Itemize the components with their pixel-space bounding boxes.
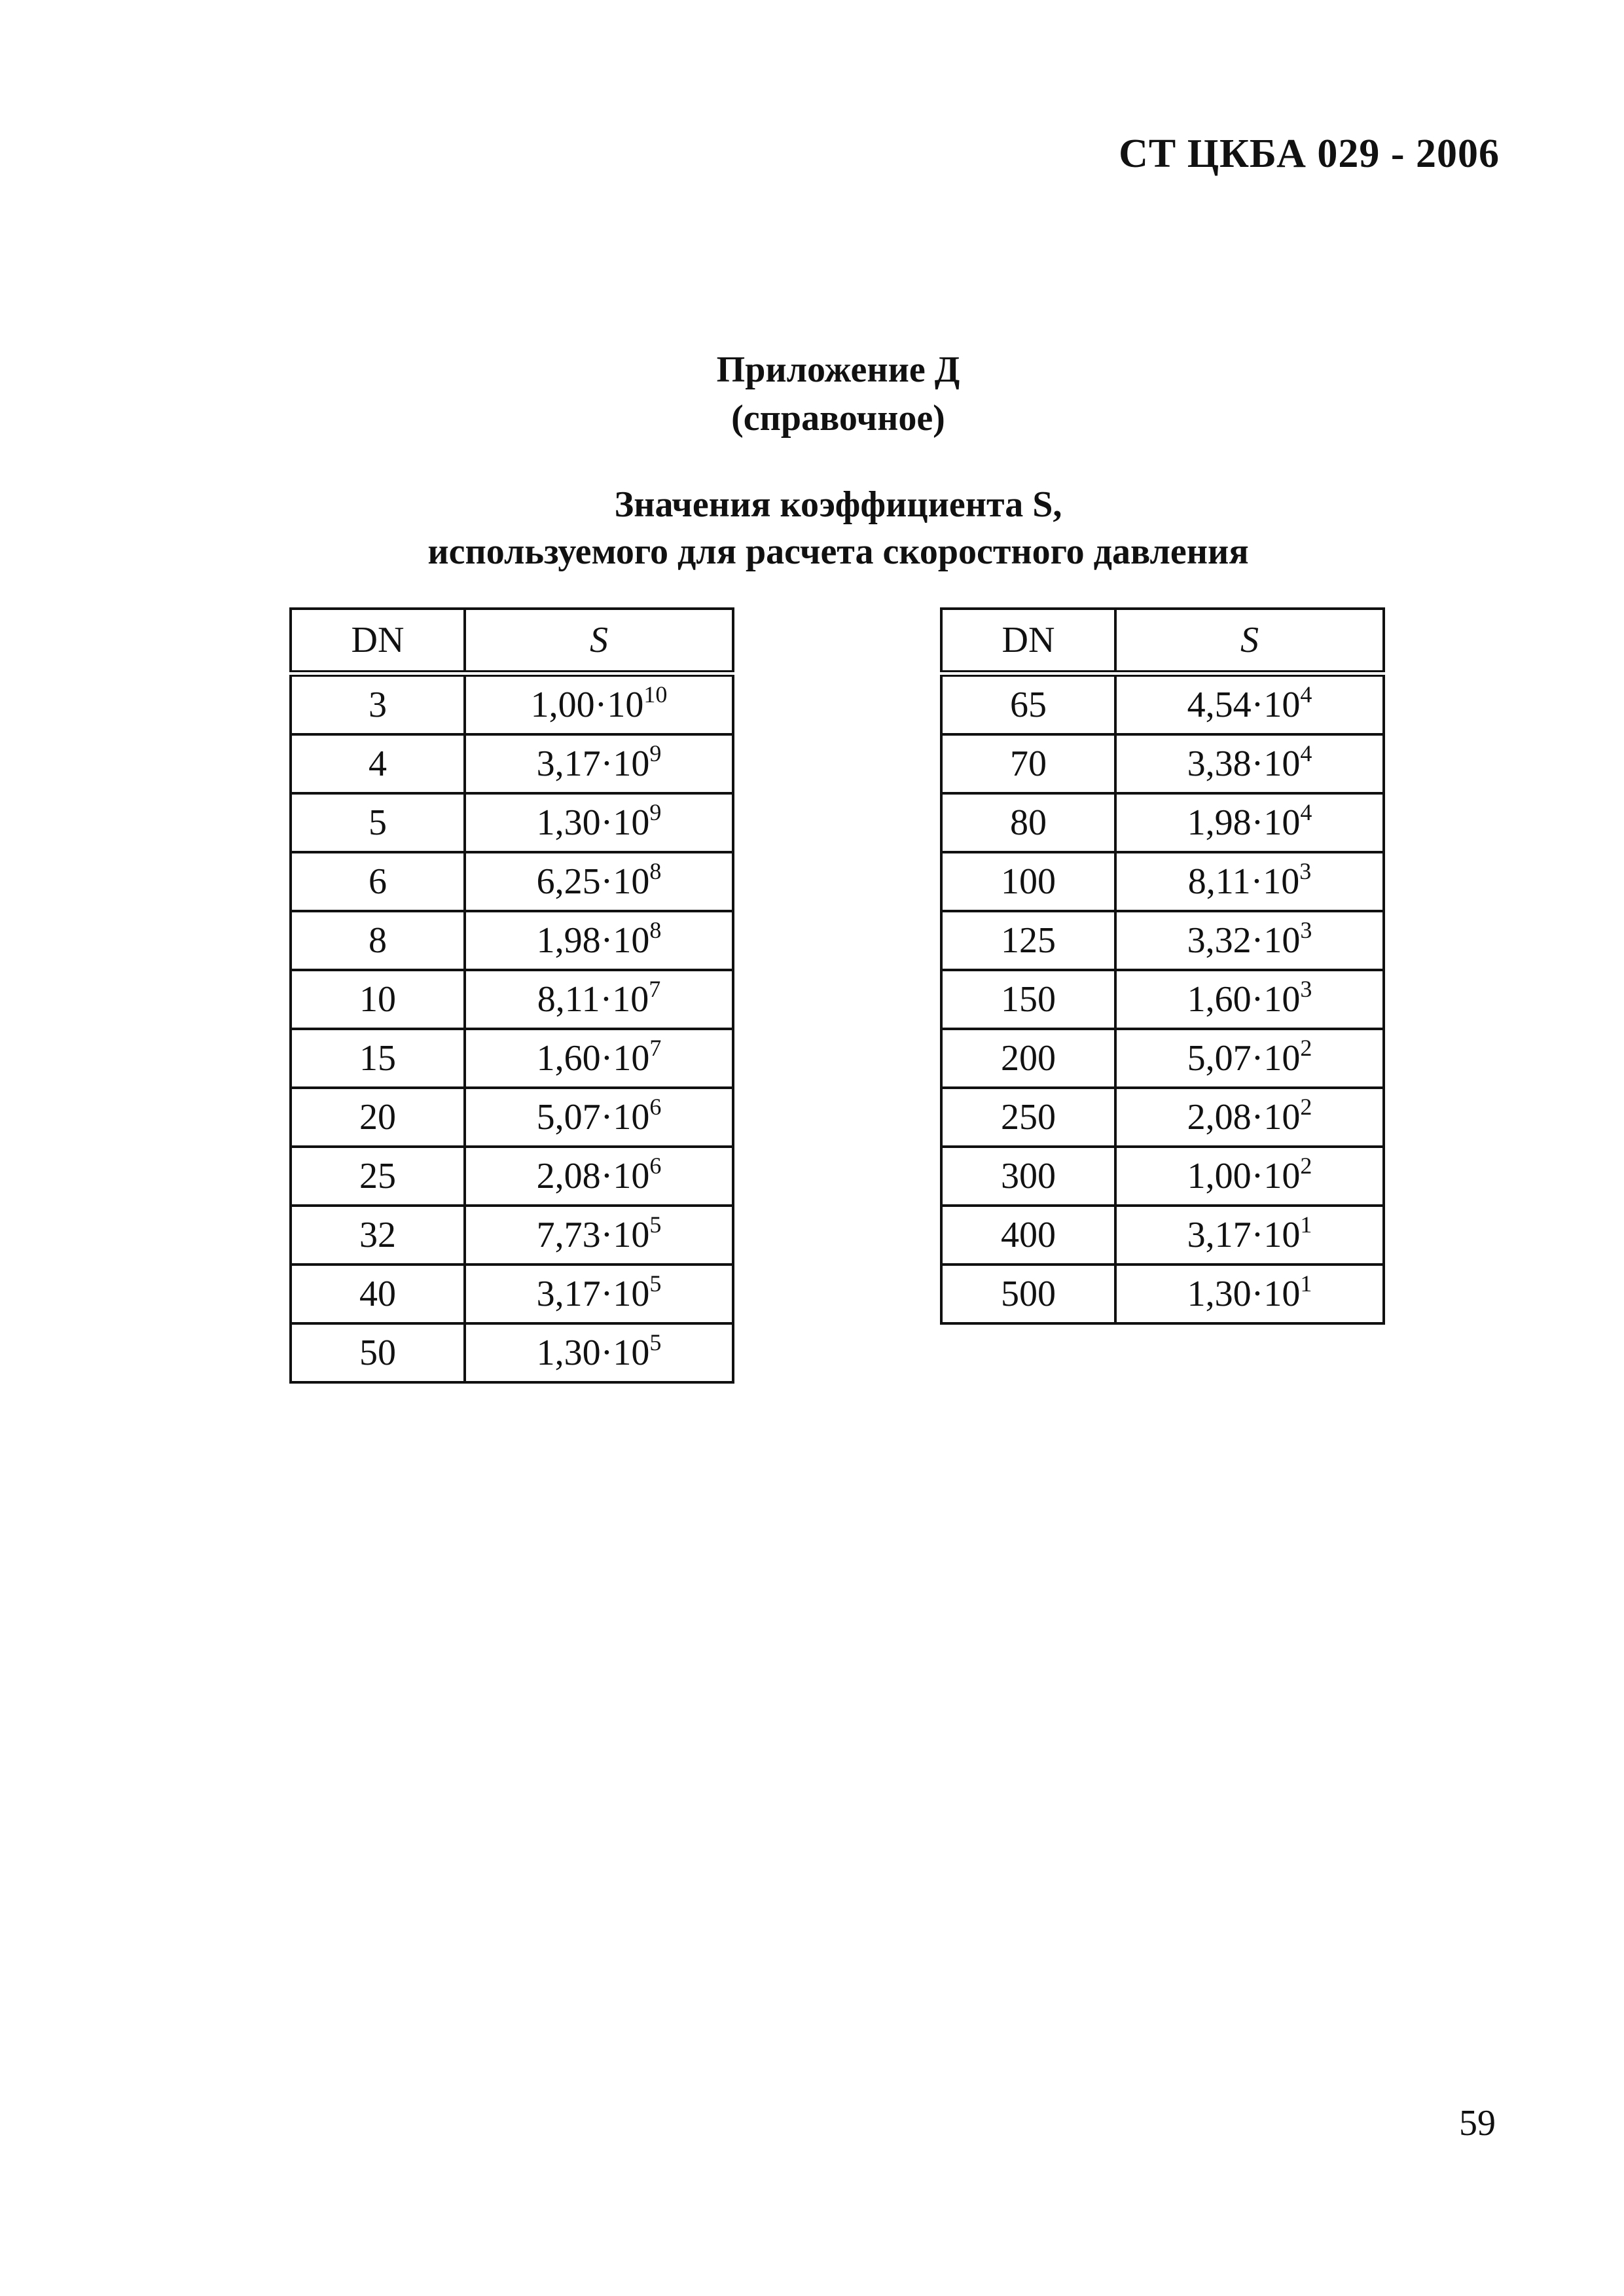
table-row	[941, 970, 1384, 1029]
s-value-cell	[1115, 734, 1384, 793]
s-times-ten: ·10	[600, 1097, 650, 1138]
s-mantissa: 1,30	[536, 802, 601, 843]
table-row	[941, 673, 1384, 734]
dn-cell: 250	[941, 1088, 1115, 1147]
s-times-ten: ·10	[1251, 802, 1301, 843]
s-exponent: 7	[649, 976, 661, 1002]
table-row	[941, 1265, 1384, 1323]
s-times-ten: ·10	[1251, 685, 1301, 725]
s-exponent: 7	[649, 1035, 662, 1061]
column-header-dn: DN	[941, 609, 1115, 673]
table-row	[941, 793, 1384, 852]
s-value-cell	[465, 852, 733, 911]
s-exponent: 9	[649, 799, 662, 825]
s-times-ten: ·10	[600, 979, 649, 1020]
s-times-ten: ·10	[1251, 979, 1301, 1020]
dn-cell: 50	[291, 1323, 465, 1382]
table-row	[291, 911, 733, 970]
s-exponent: 4	[1300, 740, 1312, 766]
appendix-title: Приложение Д	[716, 350, 960, 390]
s-value-cell	[465, 1088, 733, 1147]
dn-cell: 125	[941, 911, 1115, 970]
table-row	[291, 673, 733, 734]
s-value-cell	[465, 1323, 733, 1382]
s-times-ten: ·10	[600, 1274, 650, 1314]
s-exponent: 6	[649, 1153, 662, 1179]
s-times-ten: ·10	[1250, 861, 1300, 902]
s-exponent: 3	[1300, 976, 1312, 1002]
s-value-cell	[465, 1029, 733, 1088]
s-mantissa: 1,00	[530, 685, 595, 725]
table-row	[941, 1147, 1384, 1206]
s-mantissa: 8,11	[1187, 861, 1251, 902]
s-exponent: 8	[649, 858, 662, 884]
s-mantissa: 1,60	[536, 1038, 601, 1079]
s-mantissa: 5,07	[536, 1097, 601, 1138]
page-number: 59	[1459, 2103, 1496, 2144]
table-caption-line2: используемого для расчета скоростного давления	[427, 531, 1249, 572]
dn-cell: 4	[291, 734, 465, 793]
s-value-cell	[1115, 911, 1384, 970]
dn-cell: 20	[291, 1088, 465, 1147]
table-header-row	[291, 609, 733, 673]
table-row	[941, 1088, 1384, 1147]
s-times-ten: ·10	[600, 744, 650, 784]
dn-cell: 200	[941, 1029, 1115, 1088]
s-mantissa: 1,60	[1187, 979, 1252, 1020]
s-exponent: 6	[649, 1094, 662, 1120]
column-header-s: S	[1115, 609, 1384, 673]
s-times-ten: ·10	[1251, 1215, 1301, 1255]
s-exponent: 4	[1300, 681, 1312, 708]
coefficient-table-right	[940, 607, 1385, 1325]
s-mantissa: 1,30	[536, 1333, 601, 1373]
s-mantissa: 8,11	[537, 979, 600, 1020]
s-value-cell	[465, 673, 733, 734]
s-exponent: 2	[1300, 1153, 1312, 1179]
s-mantissa: 4,54	[1187, 685, 1252, 725]
s-times-ten: ·10	[1251, 1156, 1301, 1196]
table-row	[291, 852, 733, 911]
dn-cell: 3	[291, 673, 465, 734]
dn-cell: 10	[291, 970, 465, 1029]
s-exponent: 1	[1300, 1211, 1312, 1238]
s-exponent: 4	[1300, 799, 1312, 825]
table-row	[941, 911, 1384, 970]
table-body	[291, 673, 733, 1382]
s-value-cell	[1115, 793, 1384, 852]
dn-cell: 400	[941, 1206, 1115, 1265]
s-value-cell	[1115, 1029, 1384, 1088]
s-mantissa: 1,00	[1187, 1156, 1252, 1196]
table-row	[291, 734, 733, 793]
s-mantissa: 1,98	[536, 920, 601, 961]
s-times-ten: ·10	[600, 1215, 650, 1255]
s-value-cell	[465, 970, 733, 1029]
coefficient-table-left	[289, 607, 734, 1384]
table-row	[291, 1265, 733, 1323]
s-times-ten: ·10	[600, 1038, 650, 1079]
dn-cell: 25	[291, 1147, 465, 1206]
dn-cell: 300	[941, 1147, 1115, 1206]
s-times-ten: ·10	[600, 1333, 650, 1373]
table-row	[291, 1323, 733, 1382]
s-value-cell	[1115, 1265, 1384, 1323]
dn-cell: 32	[291, 1206, 465, 1265]
s-times-ten: ·10	[600, 802, 650, 843]
table-row	[291, 793, 733, 852]
dn-cell: 70	[941, 734, 1115, 793]
s-exponent: 5	[649, 1211, 662, 1238]
s-exponent: 5	[649, 1270, 662, 1297]
s-value-cell	[465, 793, 733, 852]
s-mantissa: 7,73	[536, 1215, 601, 1255]
column-header-s: S	[465, 609, 733, 673]
s-exponent: 2	[1300, 1094, 1312, 1120]
s-exponent: 3	[1300, 917, 1312, 943]
table-caption-line1: Значения коэффициента S,	[614, 484, 1062, 525]
s-times-ten: ·10	[1251, 1274, 1301, 1314]
s-mantissa: 1,98	[1187, 802, 1252, 843]
table-row	[941, 1029, 1384, 1088]
s-times-ten: ·10	[600, 861, 650, 902]
s-mantissa: 5,07	[1187, 1038, 1252, 1079]
table-row	[291, 1088, 733, 1147]
dn-cell: 8	[291, 911, 465, 970]
s-value-cell	[1115, 970, 1384, 1029]
table-row	[941, 852, 1384, 911]
s-mantissa: 1,30	[1187, 1274, 1252, 1314]
s-times-ten: ·10	[1251, 744, 1301, 784]
s-value-cell	[1115, 673, 1384, 734]
s-mantissa: 3,17	[536, 744, 601, 784]
s-exponent: 2	[1300, 1035, 1312, 1061]
s-mantissa: 3,32	[1187, 920, 1252, 961]
s-times-ten: ·10	[594, 685, 644, 725]
s-value-cell	[1115, 852, 1384, 911]
s-mantissa: 3,38	[1187, 744, 1252, 784]
dn-cell: 6	[291, 852, 465, 911]
s-mantissa: 3,17	[536, 1274, 601, 1314]
s-exponent: 10	[643, 681, 668, 708]
s-value-cell	[1115, 1088, 1384, 1147]
dn-cell: 65	[941, 673, 1115, 734]
s-times-ten: ·10	[1251, 920, 1301, 961]
s-exponent: 3	[1299, 858, 1312, 884]
s-value-cell	[1115, 1206, 1384, 1265]
dn-cell: 40	[291, 1265, 465, 1323]
dn-cell: 100	[941, 852, 1115, 911]
table-row	[941, 734, 1384, 793]
s-value-cell	[465, 911, 733, 970]
s-mantissa: 2,08	[1187, 1097, 1252, 1138]
s-exponent: 8	[649, 917, 662, 943]
table-row	[941, 1206, 1384, 1265]
dn-cell: 15	[291, 1029, 465, 1088]
table-row	[291, 1147, 733, 1206]
s-exponent: 1	[1300, 1270, 1312, 1297]
column-header-dn: DN	[291, 609, 465, 673]
s-times-ten: ·10	[600, 920, 650, 961]
s-mantissa: 2,08	[536, 1156, 601, 1196]
dn-cell: 150	[941, 970, 1115, 1029]
s-value-cell	[465, 1147, 733, 1206]
appendix-subtitle: (справочное)	[731, 398, 945, 439]
table-body	[941, 673, 1384, 1323]
document-code: СТ ЦКБА 029 - 2006	[1119, 132, 1500, 176]
table-row	[291, 1029, 733, 1088]
dn-cell: 500	[941, 1265, 1115, 1323]
dn-cell: 80	[941, 793, 1115, 852]
s-value-cell	[465, 734, 733, 793]
s-times-ten: ·10	[1251, 1038, 1301, 1079]
s-value-cell	[1115, 1147, 1384, 1206]
table-row	[291, 1206, 733, 1265]
dn-cell: 5	[291, 793, 465, 852]
s-mantissa: 6,25	[536, 861, 601, 902]
s-exponent: 9	[649, 740, 662, 766]
table-row	[291, 970, 733, 1029]
s-times-ten: ·10	[600, 1156, 650, 1196]
s-times-ten: ·10	[1251, 1097, 1301, 1138]
s-value-cell	[465, 1265, 733, 1323]
table-header-row	[941, 609, 1384, 673]
s-value-cell	[465, 1206, 733, 1265]
s-mantissa: 3,17	[1187, 1215, 1252, 1255]
s-exponent: 5	[649, 1329, 662, 1355]
